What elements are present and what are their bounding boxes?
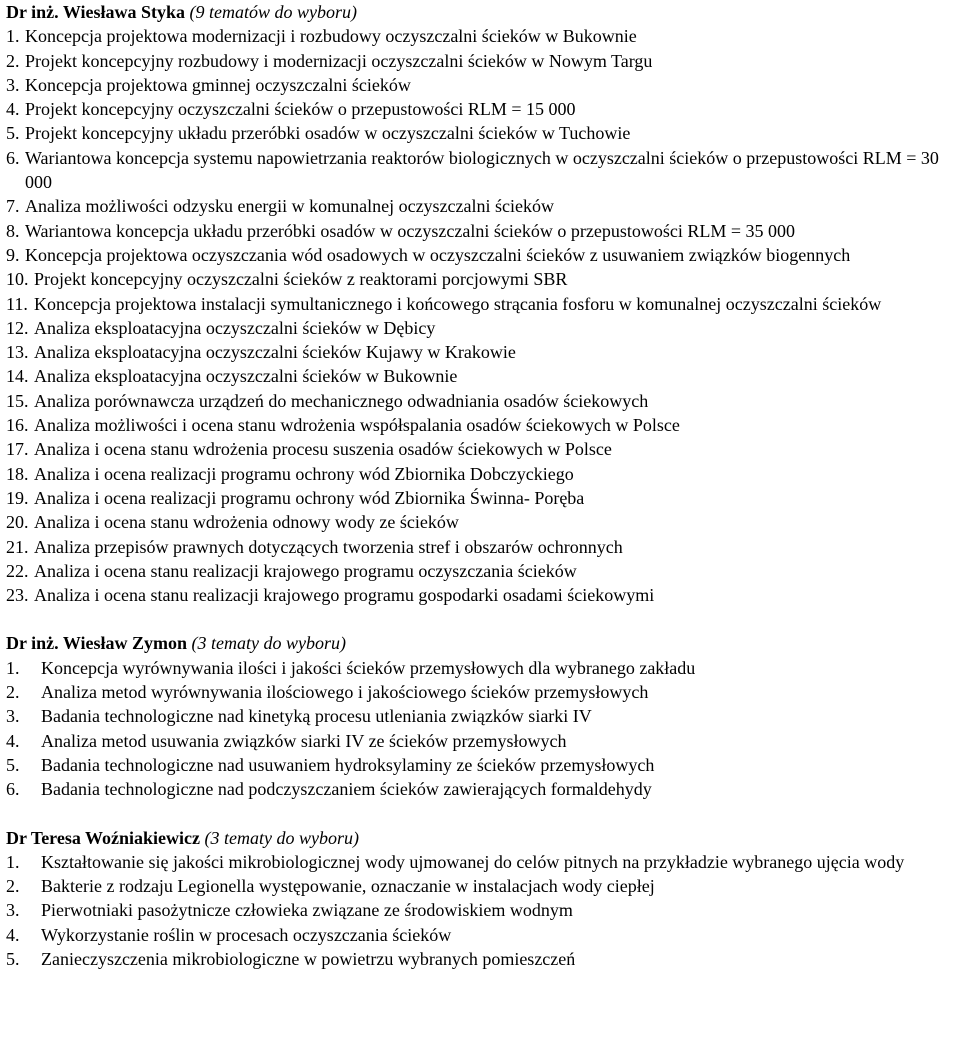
topic-number: 3. <box>6 900 20 921</box>
topic-item <box>6 898 954 922</box>
topic-item <box>6 340 954 364</box>
supervisor-heading <box>6 0 954 24</box>
topic-item <box>6 729 954 753</box>
topic-item <box>6 874 954 898</box>
topic-item <box>6 73 954 97</box>
topic-item <box>6 535 954 559</box>
topic-item <box>6 194 954 218</box>
topic-text: Pierwotniaki pasożytnicze człowieka związane ze środowiskiem wodnym <box>41 900 573 921</box>
topic-text: Analiza i ocena stanu realizacji krajowego programu gospodarki osadami ściekowymi <box>34 585 655 606</box>
supervisor-heading <box>6 631 954 655</box>
topic-item <box>6 656 954 680</box>
topic-text: Koncepcja wyrównywania ilości i jakości ścieków przemysłowych dla wybranego zakładu <box>41 657 696 678</box>
topic-text: Analiza eksploatacyjna oczyszczalni ścieków Kujawy w Krakowie <box>34 342 516 363</box>
topic-number: 11. <box>6 293 28 314</box>
topic-number: 10. <box>6 269 29 290</box>
topic-item <box>6 24 954 48</box>
topic-text: Analiza i ocena realizacji programu ochrony wód Zbiornika Świnna- Poręba <box>34 487 585 508</box>
topic-number: 12. <box>6 317 29 338</box>
topic-list <box>6 850 954 971</box>
topic-item <box>6 704 954 728</box>
topic-item <box>6 583 954 607</box>
topic-number: 14. <box>6 366 29 387</box>
topic-text: Koncepcja projektowa modernizacji i rozbudowy oczyszczalni ścieków w Bukownie <box>25 26 637 47</box>
topic-number: 18. <box>6 463 29 484</box>
topic-item <box>6 923 954 947</box>
topic-count-note: (3 tematy do wyboru) <box>191 633 346 654</box>
topic-list <box>6 656 954 802</box>
topic-number: 1. <box>6 851 20 872</box>
topic-item <box>6 389 954 413</box>
topic-item <box>6 413 954 437</box>
topic-text: Analiza i ocena stanu wdrożenia procesu suszenia osadów ściekowych w Polsce <box>34 439 612 460</box>
topic-text: Kształtowanie się jakości mikrobiologicznej wody ujmowanej do celów pitnych na przykładzie wybranego ujęcia wody <box>41 851 905 872</box>
topic-number: 23. <box>6 585 29 606</box>
topic-number: 1. <box>6 26 20 47</box>
topic-item <box>6 243 954 267</box>
topic-item <box>6 437 954 461</box>
topic-number: 21. <box>6 536 29 557</box>
topic-number: 16. <box>6 415 29 436</box>
topic-item <box>6 486 954 510</box>
topic-number: 6. <box>6 147 20 168</box>
topic-number: 15. <box>6 390 29 411</box>
topic-text: Analiza przepisów prawnych dotyczących tworzenia stref i obszarów ochronnych <box>34 536 623 557</box>
topic-number: 19. <box>6 487 29 508</box>
topic-text: Koncepcja projektowa gminnej oczyszczalni ścieków <box>25 74 411 95</box>
topic-text: Analiza możliwości odzysku energii w komunalnej oczyszczalni ścieków <box>25 196 555 217</box>
topic-list <box>6 24 954 607</box>
topic-number: 22. <box>6 560 29 581</box>
topic-item <box>6 753 954 777</box>
topic-number: 13. <box>6 342 29 363</box>
topic-text: Analiza i ocena realizacji programu ochrony wód Zbiornika Dobczyckiego <box>34 463 574 484</box>
topic-text: Wariantowa koncepcja układu przeróbki osadów w oczyszczalni ścieków o przepustowości RLM = 35 000 <box>25 220 795 241</box>
topic-text: Badania technologiczne nad usuwaniem hydroksylaminy ze ścieków przemysłowych <box>41 754 655 775</box>
topic-section <box>6 826 954 972</box>
topic-section <box>6 631 954 801</box>
topic-number: 2. <box>6 682 20 703</box>
topic-number: 8. <box>6 220 20 241</box>
topic-number: 9. <box>6 244 20 265</box>
topic-text: Analiza metod wyrównywania ilościowego i jakościowego ścieków przemysłowych <box>41 682 649 703</box>
topic-text: Koncepcja projektowa instalacji symultanicznego i końcowego strącania fosforu w komunalnej oczyszczalni ścieków <box>34 293 882 314</box>
topic-text: Badania technologiczne nad kinetyką procesu utleniania związków siarki IV <box>41 706 592 727</box>
topic-text: Analiza i ocena stanu realizacji krajowego programu oczyszczania ścieków <box>34 560 577 581</box>
topic-text: Wykorzystanie roślin w procesach oczyszczania ścieków <box>41 924 452 945</box>
topic-number: 7. <box>6 196 20 217</box>
topic-number: 17. <box>6 439 29 460</box>
topic-number: 20. <box>6 512 29 533</box>
topic-item <box>6 49 954 73</box>
topic-text: Analiza eksploatacyjna oczyszczalni ścieków w Dębicy <box>34 317 436 338</box>
topic-text: Zanieczyszczenia mikrobiologiczne w powietrzu wybranych pomieszczeń <box>41 948 576 969</box>
topic-count-note: (9 tematów do wyboru) <box>189 2 358 22</box>
topic-number: 2. <box>6 876 20 897</box>
topic-count-note: (3 tematy do wyboru) <box>204 827 359 848</box>
topic-item <box>6 850 954 874</box>
topic-number: 5. <box>6 948 20 969</box>
topic-item <box>6 121 954 145</box>
topic-number: 4. <box>6 924 20 945</box>
topic-text: Bakterie z rodzaju Legionella występowanie, oznaczanie w instalacjach wody ciepłej <box>41 876 655 897</box>
topic-text: Projekt koncepcyjny rozbudowy i modernizacji oczyszczalni ścieków w Nowym Targu <box>25 50 653 71</box>
topic-text: Analiza metod usuwania związków siarki IV ze ścieków przemysłowych <box>41 730 567 751</box>
topic-item <box>6 316 954 340</box>
topic-text: Projekt koncepcyjny układu przeróbki osadów w oczyszczalni ścieków w Tuchowie <box>25 123 631 144</box>
topic-text: Analiza porównawcza urządzeń do mechanicznego odwadniania osadów ściekowych <box>34 390 649 411</box>
supervisor-name: Dr Teresa Woźniakiewicz <box>6 827 201 848</box>
topic-item <box>6 510 954 534</box>
topic-number: 4. <box>6 99 20 120</box>
topic-number: 3. <box>6 74 20 95</box>
topic-number: 2. <box>6 50 20 71</box>
topic-item <box>6 267 954 291</box>
supervisor-name: Dr inż. Wiesław Zymon <box>6 633 188 654</box>
topic-text: Projekt koncepcyjny oczyszczalni ścieków z reaktorami porcjowymi SBR <box>34 269 568 290</box>
topic-item <box>6 146 954 195</box>
supervisor-heading <box>6 826 954 850</box>
topic-number: 6. <box>6 779 20 800</box>
topic-item <box>6 292 954 316</box>
topic-item <box>6 947 954 971</box>
topic-item <box>6 559 954 583</box>
topic-item <box>6 462 954 486</box>
topic-text: Analiza możliwości i ocena stanu wdrożenia współspalania osadów ściekowych w Polsce <box>34 415 680 436</box>
topic-number: 5. <box>6 754 20 775</box>
topic-item <box>6 364 954 388</box>
topic-text: Projekt koncepcyjny oczyszczalni ścieków o przepustowości RLM = 15 000 <box>25 99 576 120</box>
topic-number: 1. <box>6 657 20 678</box>
topic-item <box>6 219 954 243</box>
topic-number: 5. <box>6 123 20 144</box>
topic-text: Wariantowa koncepcja systemu napowietrzania reaktorów biologicznych w oczyszczalni ścieków o przepustowości RLM = 30 000 <box>25 147 939 193</box>
topic-text: Koncepcja projektowa oczyszczania wód osadowych w oczyszczalni ścieków z usuwaniem związków biogennych <box>25 244 851 265</box>
topic-section <box>6 0 954 607</box>
topic-item <box>6 777 954 801</box>
topic-text: Badania technologiczne nad podczyszczaniem ścieków zawierających formaldehydy <box>41 779 652 800</box>
supervisor-name: Dr inż. Wiesława Styka <box>6 2 186 22</box>
topic-number: 3. <box>6 706 20 727</box>
topic-text: Analiza eksploatacyjna oczyszczalni ścieków w Bukownie <box>34 366 458 387</box>
topic-number: 4. <box>6 730 20 751</box>
topic-item <box>6 97 954 121</box>
topic-item <box>6 680 954 704</box>
topic-text: Analiza i ocena stanu wdrożenia odnowy wody ze ścieków <box>34 512 459 533</box>
